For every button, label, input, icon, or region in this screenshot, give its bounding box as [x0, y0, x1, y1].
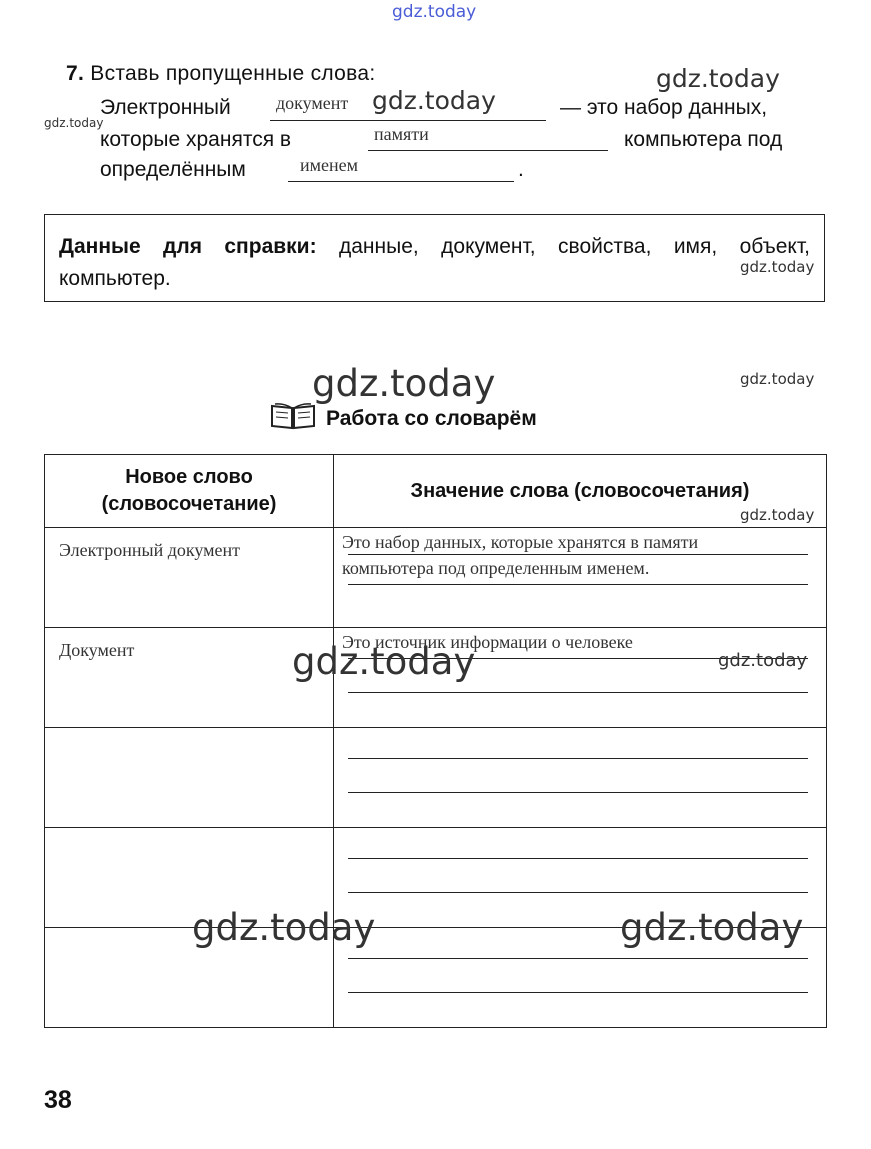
writing-line: [348, 692, 808, 693]
meaning-cell[interactable]: [334, 528, 827, 628]
watermark: gdz.today: [372, 86, 496, 115]
watermark: gdz.today: [740, 506, 815, 524]
blank-1[interactable]: [270, 120, 546, 121]
answer-1: документ: [276, 93, 349, 113]
writing-line: [348, 992, 808, 993]
reference-box: [44, 214, 825, 302]
table-header-row: [45, 455, 827, 528]
writing-line: [348, 758, 808, 759]
task-line1-end: — это набор данных,: [560, 96, 768, 119]
answer-3: именем: [300, 155, 359, 175]
task-7-instruction: [66, 62, 376, 86]
meaning-line: Это набор данных, которые хранятся в памяти: [342, 532, 699, 552]
task-instruction: Вставь пропущенные слова:: [90, 62, 376, 85]
section-title-text: Работа со словарём: [326, 407, 537, 430]
answer-2: памяти: [374, 124, 429, 144]
meaning-cell[interactable]: [334, 728, 827, 828]
task-line2-start: которые хранятся в: [100, 128, 292, 151]
open-book-icon: [270, 402, 316, 436]
reference-label: Данные для справки:: [59, 235, 317, 258]
task-number: 7.: [66, 62, 85, 85]
watermark: gdz.today: [718, 650, 808, 671]
watermark: gdz.today: [620, 906, 804, 949]
task-line3-end: .: [518, 158, 524, 181]
word-cell[interactable]: [45, 728, 334, 828]
watermark: gdz.today: [292, 640, 476, 683]
watermark: gdz.today: [740, 370, 815, 388]
watermark: gdz.today: [740, 258, 815, 276]
watermark: gdz.today: [44, 116, 104, 130]
writing-line: [348, 958, 808, 959]
word-cell[interactable]: Документ: [45, 628, 334, 728]
writing-line: [348, 858, 808, 859]
header-new-word: Новое слово (словосочетание): [45, 455, 334, 528]
meaning-line: Это источник информации о человеке: [342, 632, 633, 652]
writing-line: [348, 892, 808, 893]
task-line3-start: определённым: [100, 158, 246, 181]
writing-line: [348, 584, 808, 585]
reference-words: данные, документ, свойства, имя, объект, компьютер.: [59, 235, 810, 290]
task-line1-start: Электронный: [100, 96, 231, 119]
watermark: gdz.today: [192, 906, 376, 949]
blank-3[interactable]: [288, 181, 514, 182]
word-cell[interactable]: Электронный документ: [45, 528, 334, 628]
task-line2-end: компьютера под: [624, 128, 783, 151]
header-meaning: Значение слова (словосочетания): [334, 455, 827, 528]
meaning-line: компьютера под определенным именем.: [342, 558, 650, 578]
writing-line: [348, 792, 808, 793]
table-row: [45, 528, 827, 628]
table-row: [45, 728, 827, 828]
section-title: [270, 402, 537, 436]
watermark: gdz.today: [656, 64, 780, 93]
writing-line: [348, 554, 808, 555]
watermark: gdz.today: [312, 362, 496, 405]
watermark-top: gdz.today: [392, 2, 477, 22]
page-number: 38: [44, 1086, 72, 1114]
blank-2[interactable]: [368, 150, 608, 151]
